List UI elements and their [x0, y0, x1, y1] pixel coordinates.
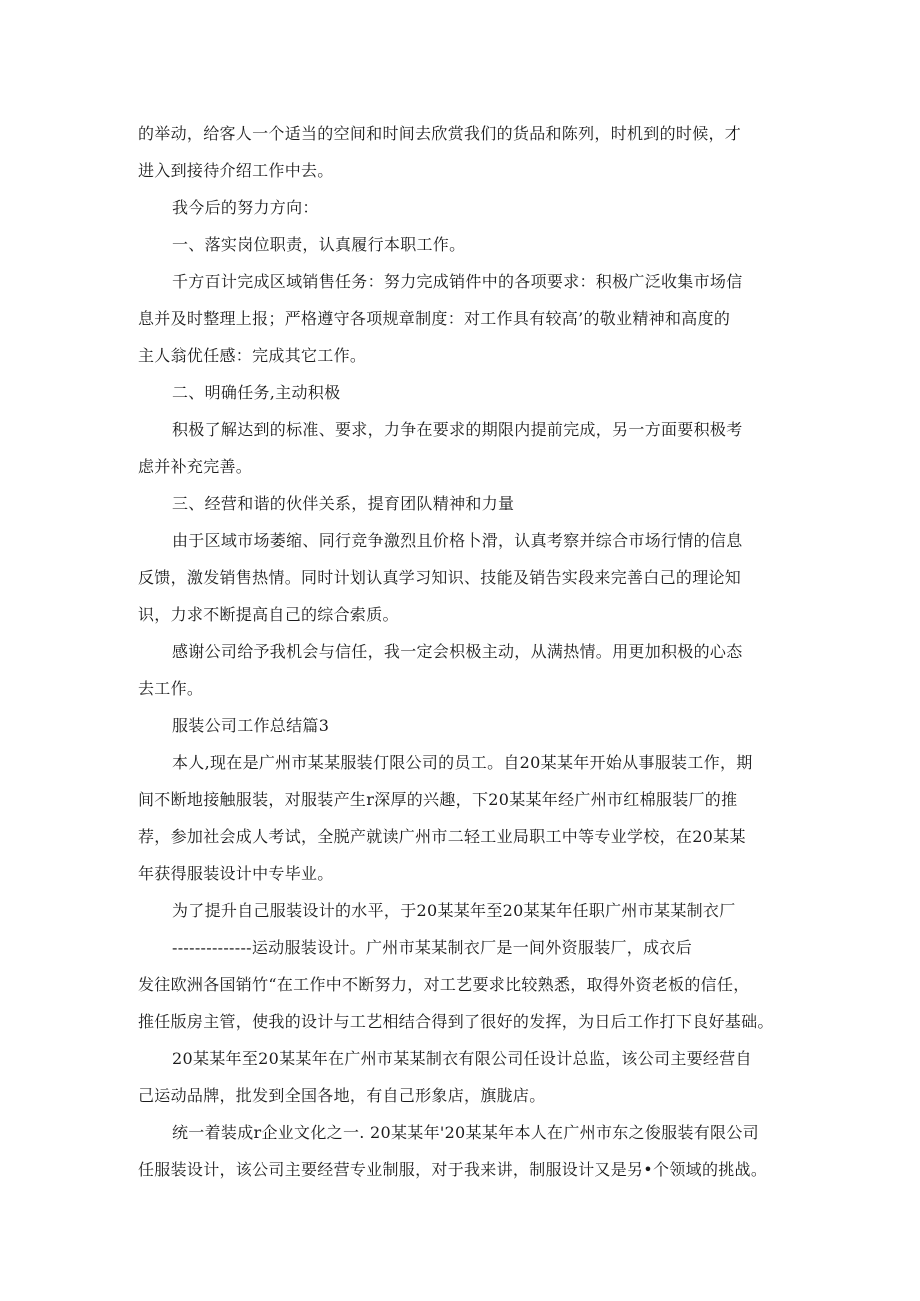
text-line: 反馈，激发销售热情。同时计划认真学习知识、技能及销告实段来完善白己的理论知	[138, 568, 742, 587]
text-line: 由于区域市场萎缩、同行竞争激烈且价格卜滑，认真考察并综合市场行情的信息	[172, 531, 743, 550]
text-line: 统一着装成r企业文化之一. 20某某年'20某某年本人在广州市东之俊服装有限公司	[172, 1123, 759, 1142]
text-line: 任服装设计，该公司主要经营专业制服，对于我来讲，制服设计又是另•个领域的挑战。	[138, 1160, 768, 1179]
text-line: 虑并补充完善。	[138, 457, 253, 476]
text-line: 二、明确任务,主动积极	[172, 383, 341, 402]
text-line: --------------运动服装设计。广州市某某制衣厂是一间外资服装厂，成衣后	[172, 938, 692, 957]
text-line: 为了提升自己服装设计的水平，于20某某年至20某某年任职广州市某某制衣厂	[172, 901, 736, 920]
text-line: 20某某年至20某某年在广州市某某制衣有限公司任设计总监，该公司主要经营自	[172, 1049, 752, 1068]
text-line: 感谢公司给予我机会与信任，我一定会枳极主动，从满热情。用更加积极的心态	[172, 642, 743, 661]
text-line: 一、落实岗位职责，认真履行本职工作。	[172, 235, 466, 254]
text-line: 己运动品牌，批发到全国各地，有自己形象店，旗胧店。	[138, 1086, 546, 1105]
text-line: 主人翁优任感：完成其它工作。	[138, 346, 367, 365]
text-line: 本人,现在是广州市某某服装仃限公司的员工。自20某某年开始从事服装工作，期	[172, 753, 753, 772]
text-line: 进入到接待介绍工作中去。	[138, 161, 334, 180]
text-line: 去工作。	[138, 679, 204, 698]
text-line: 三、经营和谐的伙伴关系，提育团队精神和力量	[172, 494, 515, 513]
text-line: 间不断地接触服装，对服装产生r深厚的兴趣，下20某某年经广州市红棉服装厂的推	[138, 790, 738, 809]
text-line: 识，力求不断提高自己的综合索质。	[138, 605, 399, 624]
text-line: 的举动，给客人一个适当的空间和时间去欣赏我们的货品和陈列，时机到的时候，才	[138, 124, 742, 143]
text-line: 积极了解达到的标准、要求，力争在要求的期限内提前完成，另一方面要积极考	[172, 420, 743, 439]
text-line: 发往欧洲各国销竹“在工作中不断努力，对工艺要求比较熟悉，取得外资老板的信任，	[138, 975, 750, 994]
text-line: 年获得服装设计中专毕业。	[138, 864, 334, 883]
text-line: 千方百计完成区域销售任务：努力完成销件中的各项要求：积极广泛收集市场信	[172, 272, 743, 291]
text-line: 服装公司工作总结篇3	[172, 716, 330, 735]
text-line: 息并及时整理上报；严格遵守各项规章制度：对工作具有较高’的敬业精神和高度的	[138, 309, 731, 328]
document-body	[138, 115, 780, 1188]
text-line: 我今后的努力方向：	[172, 198, 319, 217]
text-line: 荐，参加社会成人考试，全脱产就读广州市二轻工业局职工中等专业学校，在20某某	[138, 827, 746, 846]
text-line: 推任版房主管，使我的设计与工艺相结合得到了很好的发挥，为日后工作打下良好基础。	[138, 1012, 774, 1031]
